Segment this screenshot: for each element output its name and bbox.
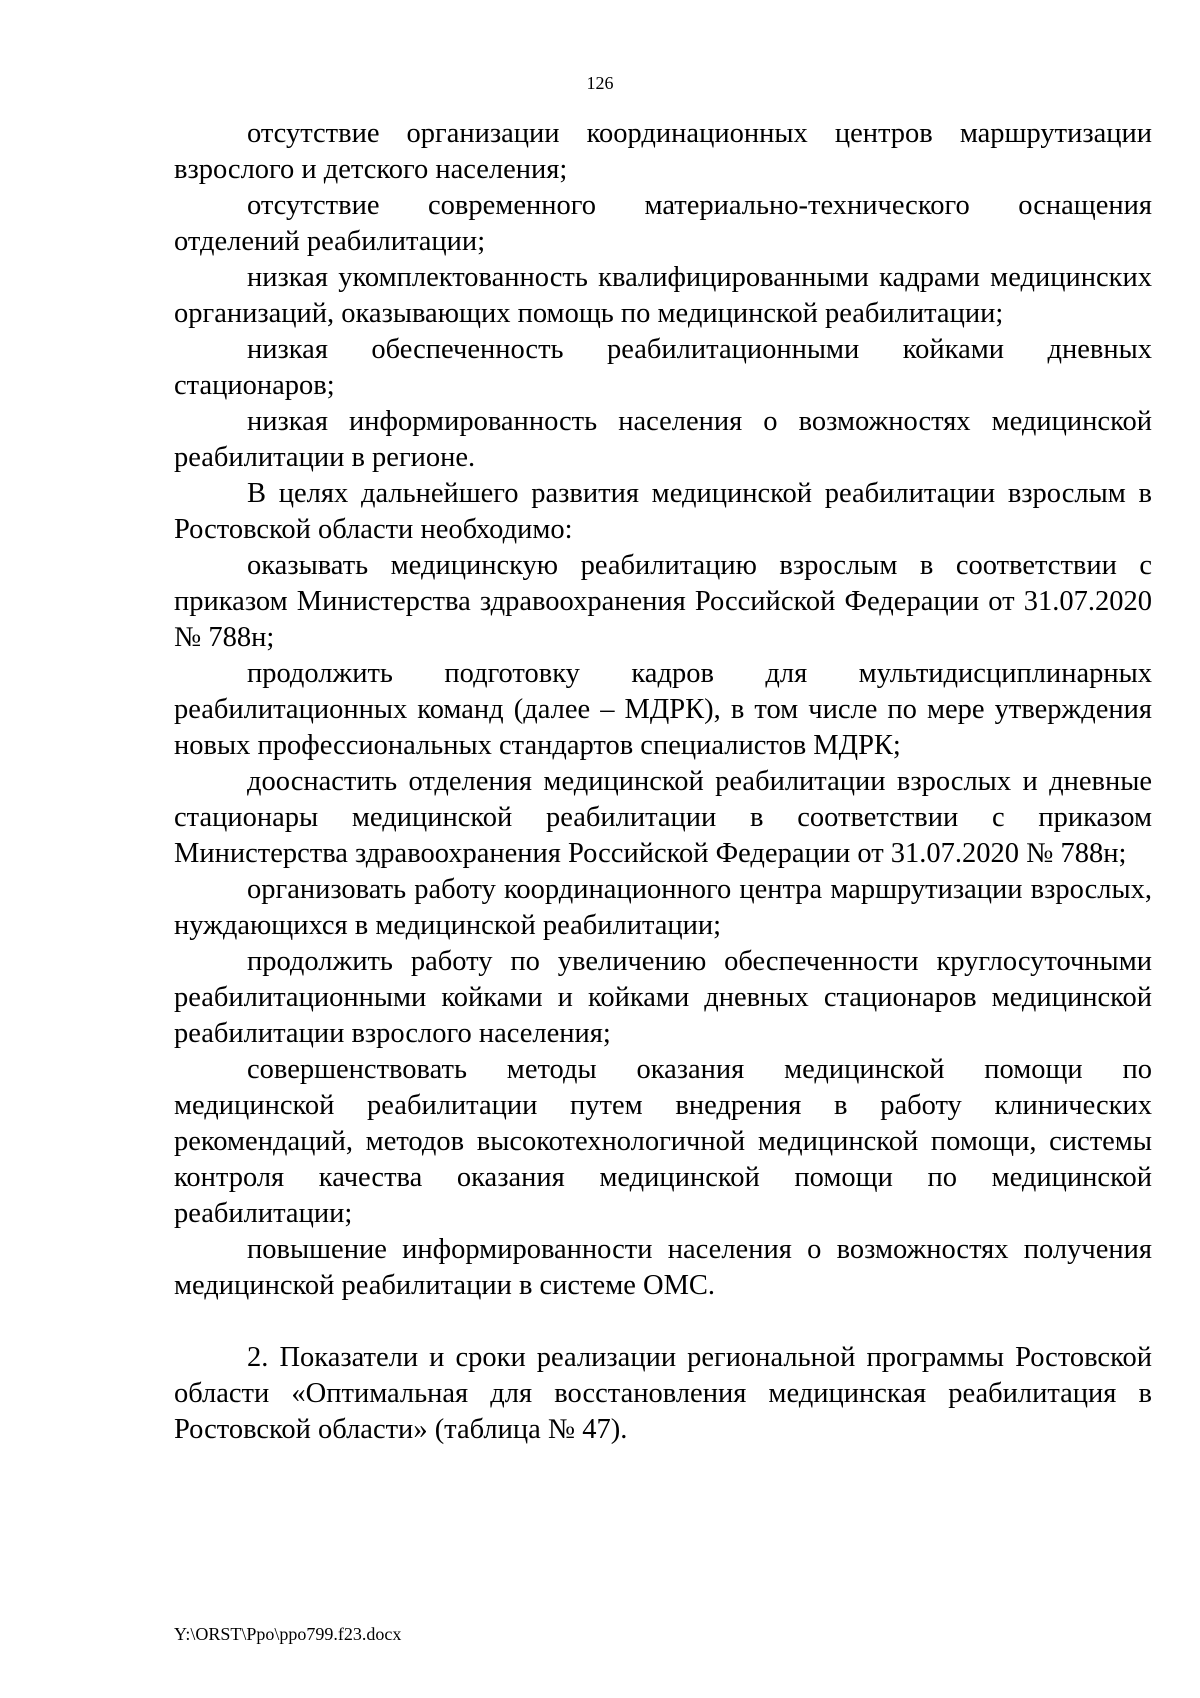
paragraph-development-goals: В целях дальнейшего развития медицинской реабилитации взрослым в Ростовской области необходимо: (174, 478, 1152, 545)
paragraph-re-equipment: дооснастить отделения медицинской реабилитации взрослых и дневные стационары медицинской реабилитации в соответствии с приказом Министерства здравоохранения Российской Федерации от 31.07.2020 № 788н; (174, 766, 1152, 869)
paragraph-day-beds: низкая обеспеченность реабилитационными койками дневных стационаров; (174, 334, 1152, 401)
paragraph-staffing: низкая укомплектованность квалифицированными кадрами медицинских организаций, оказывающих помощь по медицинской реабилитации; (174, 262, 1152, 329)
paragraph-equipment: отсутствие современного материально-технического оснащения отделений реабилитации; (174, 190, 1152, 257)
document-body (174, 116, 1152, 1448)
paragraph-routing-center: организовать работу координационного центра маршрутизации взрослых, нуждающихся в медицинской реабилитации; (174, 874, 1152, 941)
paragraph-oms-awareness: повышение информированности населения о возможностях получения медицинской реабилитации в системе ОМС. (174, 1234, 1152, 1301)
paragraph-coordination-centers: отсутствие организации координационных центров маршрутизации взрослого и детского населения; (174, 118, 1152, 185)
paragraph-order-788: оказывать медицинскую реабилитацию взрослым в соответствии с приказом Министерства здравоохранения Российской Федерации от 31.07.2020 № 788н; (174, 550, 1152, 653)
paragraph-mdrk-training: продолжить подготовку кадров для мультидисциплинарных реабилитационных команд (далее – МДРК), в том числе по мере утверждения новых профессиональных стандартов специалистов МДРК; (174, 658, 1152, 761)
paragraph-methods: совершенствовать методы оказания медицинской помощи по медицинской реабилитации путем внедрения в работу клинических рекомендаций, методов высокотехнологичной медицинской помощи, системы контроля качества оказания медицинской помощи по медицинской реабилитации; (174, 1054, 1152, 1229)
section-heading: 2. Показатели и сроки реализации региональной программы Ростовской области «Оптимальная для восстановления медицинская реабилитация в Ростовской области» (таблица № 47). (174, 1342, 1152, 1445)
page-number: 126 (586, 73, 614, 93)
paragraph-awareness: низкая информированность населения о возможностях медицинской реабилитации в регионе. (174, 406, 1152, 473)
paragraph-bed-capacity: продолжить работу по увеличению обеспеченности круглосуточными реабилитационными койками и койками дневных стационаров медицинской реабилитации взрослого населения; (174, 946, 1152, 1049)
footer-file-path: Y:\ORST\Ppo\ppo799.f23.docx (174, 1624, 402, 1644)
